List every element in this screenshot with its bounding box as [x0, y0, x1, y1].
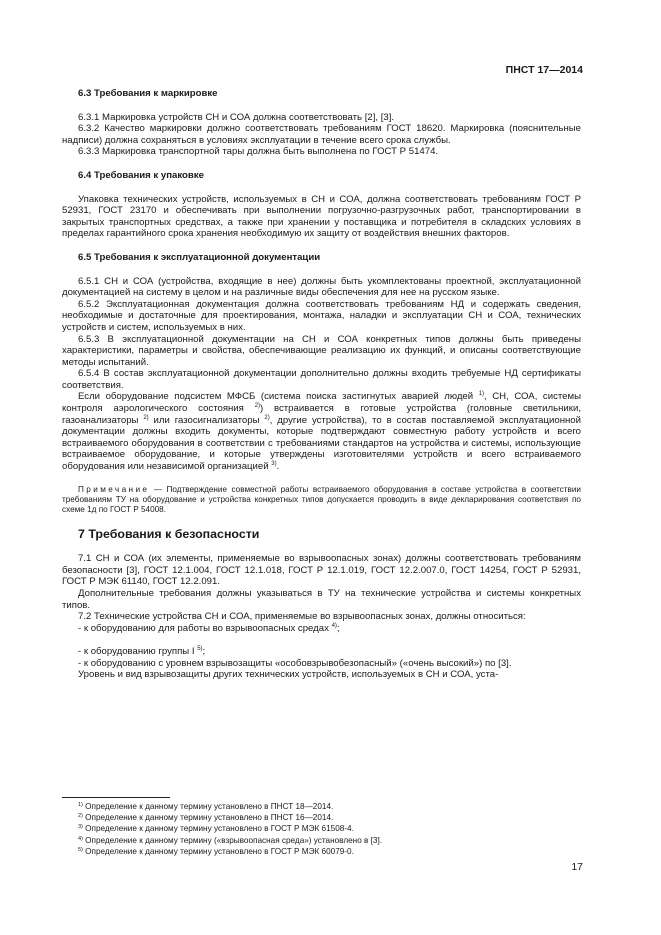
paragraph-6-5-4-embedded	[62, 391, 581, 472]
paragraph-6-4: Упаковка технических устройств, используемых в СН и СОА, должна соответствовать требованиям ГОСТ Р 52931, ГОСТ 23170 и обеспечивать при выполнении погрузочно-разгрузочных работ, транспортировании в закрытых транспортных средствах, а также при хранении у поставщика и потребителя в складских условиях в пределах гарантийного срока хранения необходимую их защиту от воздействия внешних факторов.	[62, 193, 581, 240]
footnote-ref: 4)	[331, 622, 337, 629]
footnote-ref: 3)	[271, 461, 277, 468]
paragraph-6-3-3: 6.3.3 Маркировка транспортной тары должна быть выполнена по ГОСТ Р 51474.	[78, 146, 439, 158]
text-run: - к оборудованию группы I	[78, 645, 198, 657]
section-6-3-heading: 6.3 Требования к маркировке	[78, 88, 218, 99]
footnote-divider	[62, 797, 170, 798]
footnote-mark: 2)	[78, 813, 83, 820]
footnote	[78, 812, 538, 823]
text-run: Если оборудование подсистем МФСБ (система поиска застигнутых аварией людей	[78, 391, 479, 403]
note	[62, 485, 581, 516]
footnote-text: Определение к данному термину установлено в ГОСТ Р МЭК 60079-0.	[82, 846, 354, 856]
footnote-mark: 3)	[78, 824, 83, 831]
paragraph-7-2-continued: Уровень и вид взрывозащиты других технических устройств, используемых в СН и СОА, уста-	[78, 669, 499, 681]
text-run: ;	[202, 645, 206, 657]
page-content	[62, 88, 581, 681]
footnote-text: Определение к данному термину («взрывоопасная среда») установлено в [3].	[82, 835, 383, 845]
paragraph-6-3-2: 6.3.2 Качество маркировки должно соответствовать требованиям ГОСТ 18620. Маркировка (пояснительные надписи) должна сохраняться в условиях эксплуатации в течение всего срока службы.	[62, 123, 581, 146]
paragraph-6-5-3: 6.5.3 В эксплуатационной документации на СН и СОА конкретных типов должны быть приведены характеристики, параметры и свойства, обеспечивающие реализацию их функций, и описаны соответствующие методы испытаний.	[62, 333, 581, 368]
footnote-mark: 4)	[78, 835, 83, 842]
list-item-2	[62, 646, 581, 658]
paragraph-7-2: 7.2 Технические устройства СН и СОА, применяемые во взрывоопасных зонах, должны относиться:	[78, 611, 526, 623]
footnote-mark: 5)	[78, 846, 83, 853]
page-number: 17	[571, 861, 583, 873]
footnote	[78, 801, 538, 812]
paragraph-6-5-4: 6.5.4 В состав эксплуатационной документации дополнительно должны входить требуемые НД сертификаты соответствия.	[62, 368, 581, 391]
footnote	[78, 846, 538, 857]
paragraph-7-1: 7.1 СН и СОА (их элементы, применяемые во взрывоопасных зонах) должны соответствовать требованиям безопасности [3], ГОСТ 12.1.004, ГОСТ 12.1.018, ГОСТ Р 12.1.019, ГОСТ 12.2.007.0, ГОСТ 14254, ГОСТ Р 52931, ГОСТ Р МЭК 61140, ГОСТ 12.2.091.	[62, 553, 581, 588]
footnote-ref: 2)	[264, 414, 270, 421]
text-run: , СН, СОА, системы контроля аэрологического состояния	[62, 391, 581, 415]
footnote-ref: 1)	[478, 391, 485, 398]
section-7-heading: 7 Требования к безопасности	[78, 527, 260, 542]
footnote-text: Определение к данному термину установлено в ГОСТ Р МЭК 61508-4.	[82, 824, 354, 834]
paragraph-6-3-1: 6.3.1 Маркировка устройств СН и СОА должна соответствовать [2], [3].	[78, 111, 395, 123]
footnote	[78, 835, 538, 846]
text-run: ;	[336, 622, 340, 634]
footnote	[78, 823, 538, 834]
list-item-3: - к оборудованию с уровнем взрывозащиты «особовзрывобезопасный» («очень высокий») по [3].	[78, 657, 512, 669]
text-run: .	[276, 461, 280, 473]
footnote-ref: 5)	[197, 645, 203, 652]
text-run: , другие устройства), то в состав поставляемой эксплуатационной документации должны входить документы, которые подтверждают совместную работу устройств и всего встраиваемого оборудования в соответствии с требованиями стандартов на устройства и системы, использующие встраиваемое оборудование, и которые утверждены изготовителями устройств и всего встраиваемого оборудования или независимой организацией	[62, 414, 582, 473]
note-label: Примечание	[78, 484, 150, 494]
footnotes	[78, 801, 538, 857]
footnote-ref: 2)	[254, 403, 261, 410]
section-6-4-heading: 6.4 Требования к упаковке	[78, 169, 204, 181]
footnote-text: Определение к данному термину установлено в ПНСТ 18—2014.	[82, 802, 334, 811]
list-item-1	[62, 623, 581, 635]
text-run: или газосигнализаторы	[148, 414, 265, 426]
paragraph-6-5-2: 6.5.2 Эксплуатационная документация должна соответствовать требованиям НД и содержать сведения, необходимые и достаточные для проектирования, монтажа, наладки и эксплуатации СН и СОА, технических устройств и систем, используемых в них.	[62, 298, 581, 333]
paragraph-7-1-additional: Дополнительные требования должны указываться в ТУ на технические устройства и системы конкретных типов.	[62, 588, 581, 611]
paragraph-6-5-1: 6.5.1 СН и СОА (устройства, входящие в нее) должны быть укомплектованы проектной, эксплуатационной документацией на систему в целом и на различные виды обеспечения для нее на русском языке.	[62, 275, 581, 299]
text-run: - к оборудованию для работы во взрывоопасных средах	[78, 622, 332, 634]
footnote-text: Определение к данному термину установлено в ПНСТ 16—2014.	[82, 813, 334, 823]
text-run: ) встраивается в готовые устройства (головные светильники, газоанализаторы	[62, 403, 581, 426]
section-6-5-heading: 6.5 Требования к эксплуатационной документации	[78, 251, 321, 263]
footnote-ref: 2)	[143, 414, 149, 421]
document-id-header: ПНСТ 17—2014	[505, 64, 583, 76]
footnote-mark: 1)	[78, 802, 83, 808]
note-text: — Подтверждение совместной работы встраиваемого оборудования в составе устройства в соответствии требованиям ТУ на оборудование и устройства конкретных типов допускается проводить в виде декларирования соответствия по схеме 1д по ГОСТ Р 54008.	[62, 484, 581, 515]
